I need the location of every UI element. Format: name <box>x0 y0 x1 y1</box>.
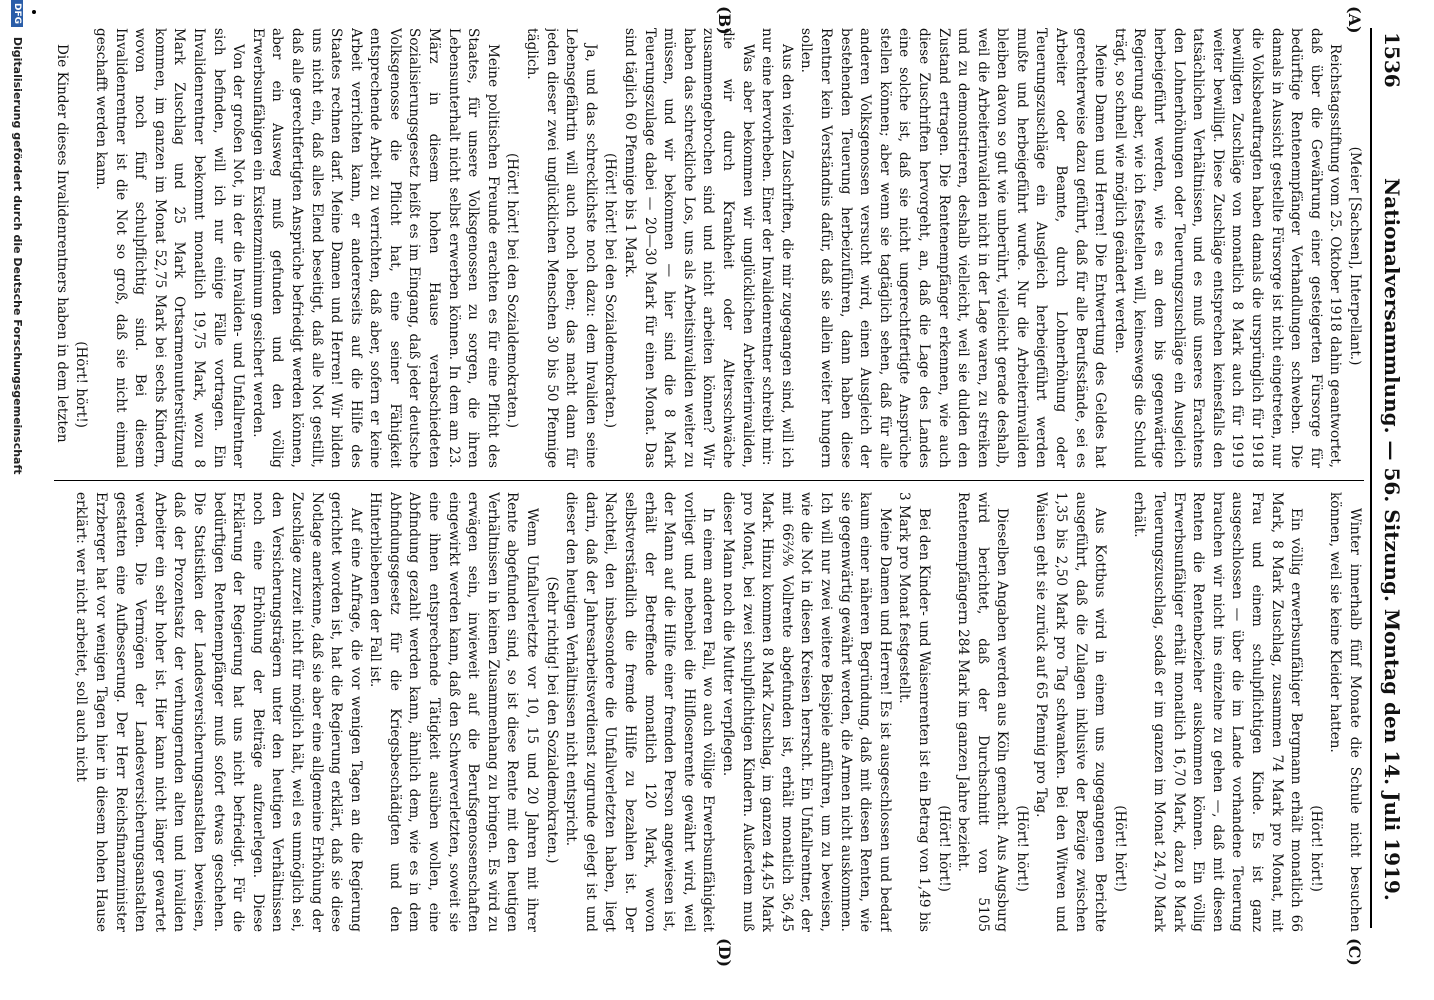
paragraph: Winter innerhalb fünf Monate die Schule nicht besuchen können, weil sie keine Kleider hatten. <box>1327 492 1363 932</box>
interjection: (Hört! hört! bei den Sozialdemokraten.) <box>504 152 521 428</box>
paragraph: Meine politischen Freunde erachten es für eine Pflicht des Staates, für unsere Volksgenossen zu sorgen, die ihren Lebensunterhalt nicht selbst erwerben können. In dem am 23. März in diesem hohen Hause verabschiedeten Sozialisierungsgesetz heißt es im Eingang, daß jeder deutsche Volksgenosse die Pflicht hat, eine seiner Fähigkeit entsprechende Arbeit zu verrichten, daß aber, sofern er keine Arbeit verrichten kann, er andererseits auf die Hilfe des Staates rechnen darf. Meine Damen und Herren! Wir bilden uns nicht ein, daß alles Elend beseitigt, daß alle Not gestillt, daß alle gerechtfertigten Ansprüche befriedigt werden können, aber ein Ausweg muß gefunden und den völlig Erwerbsunfähigen ein Existenzminimum gesichert werden. <box>249 28 501 468</box>
paragraph: Bei den Kinder- und Waisenrenten ist ein Betrag von 1,49 bis 3 Mark pro Monat festgestellt. <box>896 492 932 932</box>
quoted-letter: Was aber bekommen wir unglücklichen Arbeiterinvaliden, die wir durch Krankheit oder Altersschwäche zusammengebrochen sind und nicht arbeiten können? Wir haben das schreckliche Los, uns als Arbeitsinvaliden weiter zu müssen, und wir bekommen — hier sind die 8 Mark Teuerungszulage dabei — 20—30 Mark für einen Monat. Das sind täglich 60 Pfennige bis 1 Mark. <box>622 28 756 468</box>
page-number: 1536 <box>1380 32 1404 88</box>
paragraph: Aus Kottbus wird in einem uns zugegangenen Berichte ausgeführt, daß die Zulagen inklusive der Bezüge zwischen 1,35 bis 2,50 Mark pro Tag schwanken. Bei den Witwen und Waisen geht sie zurück auf 65 Pfennig pro Tag. <box>1033 492 1109 932</box>
speaker-note: (Meier [Sachsen], Interpellant.) <box>1347 146 1363 366</box>
scan-speck <box>32 10 36 14</box>
running-title: Nationalversammlung. — 56. Sitzung. Montag den 14. Juli 1919. <box>1380 178 1404 901</box>
interjection: (Hört! hört!) <box>73 341 90 428</box>
interjection: (Hört! hört!) <box>1111 805 1128 892</box>
paragraph: Auf eine Anfrage, die vor wenigen Tagen an die Regierung gerichtet worden ist, hat die Regierung erklärt, daß sie diese Notlage anerkenne, daß sie aber eine allgemeine Erhöhung der Zuschläge zurzeit nicht für möglich hält, weil es unmöglich sei, den Versicherungsträgern unter den heutigen Verhältnissen noch eine Erhöhung der Beiträge aufzuerlegen. Diese Erklärung der Regierung hat uns nicht befriedigt. Für die bedürftigen Rentenempfänger muß sofort etwas geschehen. Die Statistiken der Landesversicherungsanstalten beweisen, daß der Prozentsatz der verhungernden alten und invaliden Arbeiter ein sehr hoher ist. Hier kann nicht länger gewartet werden. Die Vermögen der Landesversicherungsanstalten gestatten eine Aufbesserung. Der Herr Reichsfinanzminister Erzberger hat vor wenigen Tagen hier in diesem hohen Hause erklärt: wer nicht arbeitet, soll auch nicht <box>73 492 364 932</box>
paragraph: Wenn Unfallverletzte vor 10, 15 und 20 Jahren mit ihrer Rente abgefunden sind, so ist diese Rente mit den heutigen Verhältnissen in keinen Zusammenhang zu bringen. Es wird zu erwägen sein, inwieweit auf die Berufsgenossenschaften eingewirkt werden kann, daß den Schwerverletzten, soweit sie eine ihnen entsprechende Tätigkeit ausüben wollen, eine Abfindung gezahlt werden kann, ähnlich dem, wie es in dem Abfindungsgesetz für die Kriegsbeschädigten und den Hinterbliebenen der Fall ist. <box>367 492 541 932</box>
interjection: (Hört! hört!) <box>935 805 952 892</box>
interjection: (Sehr richtig! bei den Sozialdemokraten.) <box>543 576 560 864</box>
interjection: (Hört! hört!) <box>1013 805 1030 892</box>
margin-marker-b: (B) <box>715 6 734 35</box>
paragraph: Von der großen Not, in der die Invaliden- und Unfallrentner sich befinden, will ich nur einige Fälle vortragen. Ein Invalidenrentner bekommt monatlich 19,75 Mark, wozu 8 Mark Zuschlag und 25 Mark Ortsarmenunterstützung kommen, im ganzen im Monat 52,75 Mark bei sechs Kindern, wovon noch fünf schulpflichtig sind. Bei diesem Invalidenrentner ist die Not so groß, daß sie nicht einmal geschafft werden kann. <box>93 28 247 468</box>
margin-marker-d: (D) <box>715 938 734 968</box>
paragraph: Meine Damen und Herren! Es ist ausgeschlossen und bedarf kaum einer näheren Begründung, daß mit diesen Renten, wie sie gegenwärtig gewährt werden, die Armen nicht auskommen. Ich will nur zwei weitere Beispiele anführen, um zu beweisen, wie die Not in diesen Kreisen herrscht. Ein Unfallrentner, der mit 66⅔% Vollrente abgefunden ist, erhält monatlich 36,45 Mark. Hinzu kommen 8 Mark Zuschlag, im ganzen 44,45 Mark pro Monat, bei zwei schulpflichtigen Kindern. Außerdem muß dieser Mann noch die Mutter verpflegen. <box>720 492 893 932</box>
digitization-note: Digitalisierung gefördert durch die Deutsche Forschungsgemeinschaft <box>11 36 24 475</box>
paragraph: Reichstagsstiftung vom 25. Oktober 1918 dahin geantwortet, daß über die Gewährung einer gesteigerten Fürsorge für bedürftige Rentenempfänger Verhandlungen schweben. Die damals in Aussicht gestellte Fürsorge ist nicht eingetreten, nur die Volksbeauftragten haben damals die ursprünglich für 1918 bewilligten Zuschläge von monatlich 8 Mark auch für 1919 weiter bewilligt. Diese Zuschläge entsprechen keinesfalls den tatsächlichen Verhältnissen, und es muß unseres Erachtens den Lohnerhöhungen oder Teuerungszuschläge ein Ausgleich herbeigeführt werden, wie es an dem bis gegenwärtige Regierung aber, wie ich feststellen will, keineswegs die Schuld trägt, so schnell wie möglich geändert werden. <box>1111 28 1344 468</box>
paragraph: Meine Damen und Herren! Die Entwertung des Geldes hat gerechterweise dazu geführt, daß für alle Berufsstände, sei es Arbeiter oder Beamte, durch Lohnerhöhung oder Teuerungszuschläge ein Ausgleich herbeigeführt werden mußte und herbeigeführt wurde. Nur die Arbeiterinvaliden bleiben davon so gut wie unberührt, vielleicht gerade deshalb, weil die Arbeiterinvaliden nicht in der Lage waren, zu streiken und zu demonstrieren, deshalb vielleicht, weil sie dulden den Zustand ertragen. Die Rentenempfänger erkennen, wie auch diese Zuschriften hervorgeht, an, daß die Lage des Landes eine solche ist, daß sie nicht ungerechtfertigte Ansprüche stellen können; aber wenn sie tagtäglich sehen, daß für alle anderen Volksgenossen versucht wird, einen Ausgleich der bestehenden Teuerung herbeizuführen, dann haben diese Rentner kein Verständnis dafür, daß sie allein weiter hungern sollen. <box>798 28 1109 468</box>
margin-marker-a: (A) <box>1345 6 1364 34</box>
right-column <box>54 492 1364 932</box>
column-divider <box>54 480 1364 481</box>
paragraph: Die Kinder dieses Invalidenrentners haben in dem letzten <box>54 44 70 443</box>
interjection: (Hört! hört! bei den Sozialdemokraten.) <box>602 152 619 428</box>
paragraph: Ein völlig erwerbsunfähiger Bergmann erhält monatlich 66 Mark, 8 Mark Zuschlag, zusammen 74 Mark pro Monat, mit Frau und einem schulpflichtigen Kinde. Es ist ganz ausgeschlossen — über die im Lande vorhandene Teuerung brauchen wir nicht ins einzelne zu gehen —, daß mit diesen Renten die Rentenbezieher auskommen können. Ein völlig Erwerbsunfähiger erhält monatlich 16,70 Mark, dazu 8 Mark Teuerungszuschlag, sodaß er im ganzen im Monat 24,70 Mark erhält. <box>1131 492 1305 932</box>
dfg-logo: DFG <box>11 0 23 27</box>
page-header <box>1370 28 1408 928</box>
quoted-letter: Ja, und das schrecklichste noch dazu: dem Invaliden seine Lebensgefährtin will auch noch leben; das macht dann für jeden dieser zwei unglücklichen Menschen 30 bis 50 Pfennige täglich. <box>524 28 599 468</box>
paragraph: Aus den vielen Zuschriften, die mir zugegangen sind, will ich nur eine hervorheben. Einer der Invalidenrentner schreibt mir: <box>759 28 795 468</box>
interjection: (Hört! hört!) <box>1307 805 1324 892</box>
digitization-footer <box>4 0 24 1000</box>
paragraph: Dieselben Angaben werden aus Köln gemacht. Aus Augsburg wird berichtet, daß der Durchschnitt von 5105 Rentenempfängern 284 Mark im ganzen Jahre bezieht. <box>955 492 1011 932</box>
margin-marker-c: (C) <box>1345 938 1364 966</box>
left-column <box>54 28 1364 468</box>
paragraph: In einem anderen Fall, wo auch völlige Erwerbsunfähigkeit vorliegt und nebenbei die Hilflosenrente gewährt wird, weil der Mann auf die Hilfe einer fremden Person angewiesen ist, erhält der Betreffende monatlich 120 Mark, wovon selbstverständlich die fremde Hilfe zu bezahlen ist. Der Nachteil, den insbesondere die Unfallverletzten haben, liegt darin, daß der Jahresarbeitsverdienst zugrunde gelegt ist und dieser den heutigen Verhältnissen nicht entspricht. <box>563 492 717 932</box>
